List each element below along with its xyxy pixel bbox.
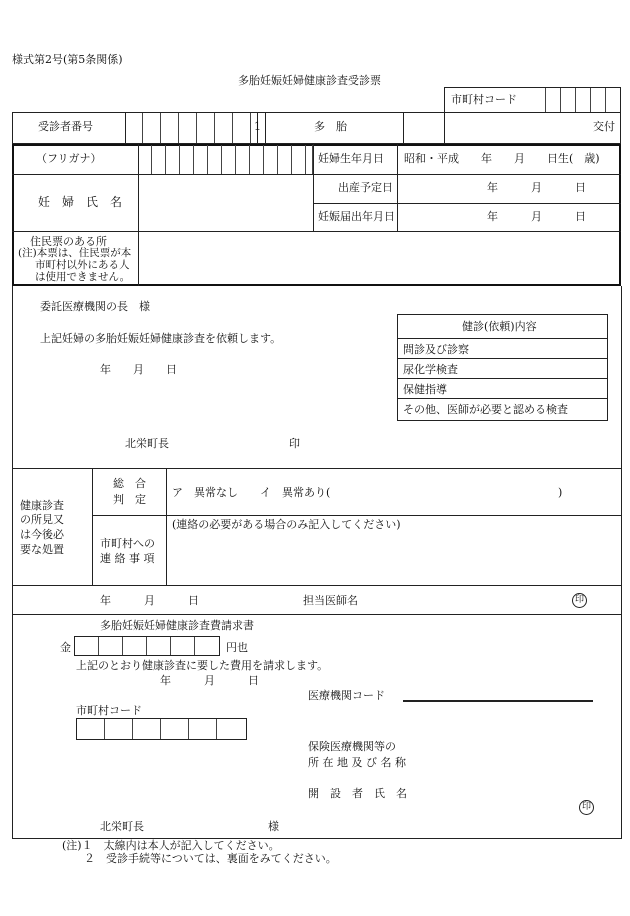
- findings-side-label-3: は今後必: [20, 528, 64, 541]
- form-code: 様式第2号(第5条関係): [12, 53, 123, 66]
- amount-suffix: 円也: [226, 641, 248, 654]
- contents-item: その他、医師が必要と認める検査: [403, 403, 568, 416]
- institution-address-label-1: 保険医療機関等の: [308, 740, 396, 753]
- patient-number-cells[interactable]: [125, 113, 251, 143]
- note-2: ２ 受診手続等については、裏面をみてください。: [84, 852, 337, 865]
- address-note-1: (注)本票は、住民票が本: [18, 247, 132, 259]
- contents-item: 問診及び診察: [403, 343, 469, 356]
- mayor-seal: 印: [289, 437, 300, 450]
- amount-cells[interactable]: [75, 637, 219, 655]
- findings-side-label-1: 健康診査: [20, 499, 64, 512]
- invoice-title: 多胎妊娠妊婦健康診査費請求書: [100, 619, 254, 632]
- note-1: (注)１ 太線内は本人が記入してください。: [62, 839, 280, 852]
- birth-value[interactable]: 昭和・平成 年 月 日生( 歳): [404, 152, 600, 165]
- furigana-cells[interactable]: [138, 145, 313, 174]
- findings-side-label-2: の所見又: [20, 513, 64, 526]
- furigana-label: （フリガナ）: [36, 152, 102, 165]
- doctor-label: 担当医師名: [303, 594, 358, 607]
- founder-seal: 印: [579, 800, 594, 815]
- founder-label: 開 設 者 氏 名: [308, 787, 407, 800]
- request-text: 上記妊婦の多胎妊娠妊婦健康診査を依頼します。: [40, 332, 282, 345]
- institution-code-line[interactable]: [403, 700, 593, 702]
- address-note-3: は使用できません。: [35, 271, 131, 283]
- address-note-2: 市町村以外にある人: [35, 259, 130, 271]
- institution-code-label: 医療機関コード: [308, 689, 385, 702]
- addressee: 委託医療機関の長 様: [40, 300, 150, 313]
- due-label: 出産予定日: [338, 181, 393, 194]
- request-date: 年 月 日: [100, 363, 177, 376]
- invoice-municipality-code-label: 市町村コード: [76, 704, 142, 717]
- judgement-label-1: 総 合: [113, 477, 146, 490]
- contact-note[interactable]: (連絡の必要がある場合のみ記入してください): [172, 518, 401, 531]
- multiple-label: 多 胎: [314, 120, 347, 133]
- amount-prefix: 金: [60, 641, 71, 654]
- doctor-seal: 印: [572, 593, 587, 608]
- contents-item: 尿化学検査: [403, 363, 458, 376]
- municipality-code-cells[interactable]: [531, 88, 620, 112]
- contact-label-1: 市町村への: [100, 537, 155, 550]
- judgement-close-paren: ): [558, 486, 563, 499]
- birth-label: 妊婦生年月日: [318, 152, 384, 165]
- invoice-mayor-sama: 様: [268, 820, 279, 833]
- address-label: 住民票のある所: [30, 235, 107, 248]
- report-value[interactable]: 年 月 日: [487, 210, 586, 223]
- municipality-code-label: 市町村コード: [451, 93, 517, 106]
- name-label: 妊 婦 氏 名: [38, 195, 123, 209]
- institution-address-label-2: 所 在 地 及 び 名 称: [308, 756, 406, 769]
- number-one: 1: [254, 120, 261, 133]
- invoice-text: 上記のとおり健康診査に要した費用を請求します。: [76, 659, 329, 672]
- invoice-municipality-code-cells[interactable]: [77, 719, 246, 739]
- findings-date: 年 月 日: [100, 594, 199, 607]
- contents-title: 健診(依頼)内容: [462, 320, 537, 333]
- contact-label-2: 連 絡 事 項: [100, 552, 155, 565]
- judgement-options[interactable]: ア 異常なし イ 異常あり(: [172, 486, 331, 499]
- issued-label: 交付: [593, 120, 615, 133]
- findings-side-label-4: 要な処置: [20, 543, 64, 556]
- page-title: 多胎妊娠妊婦健康診査受診票: [238, 74, 381, 87]
- contents-item: 保健指導: [403, 383, 447, 396]
- report-label: 妊娠届出年月日: [318, 210, 395, 223]
- judgement-label-2: 判 定: [113, 493, 146, 506]
- patient-number-label: 受診者番号: [38, 120, 93, 133]
- invoice-date: 年 月 日: [160, 674, 259, 687]
- mayor-label: 北栄町長: [125, 437, 169, 450]
- due-value[interactable]: 年 月 日: [487, 181, 586, 194]
- invoice-mayor: 北栄町長: [100, 820, 144, 833]
